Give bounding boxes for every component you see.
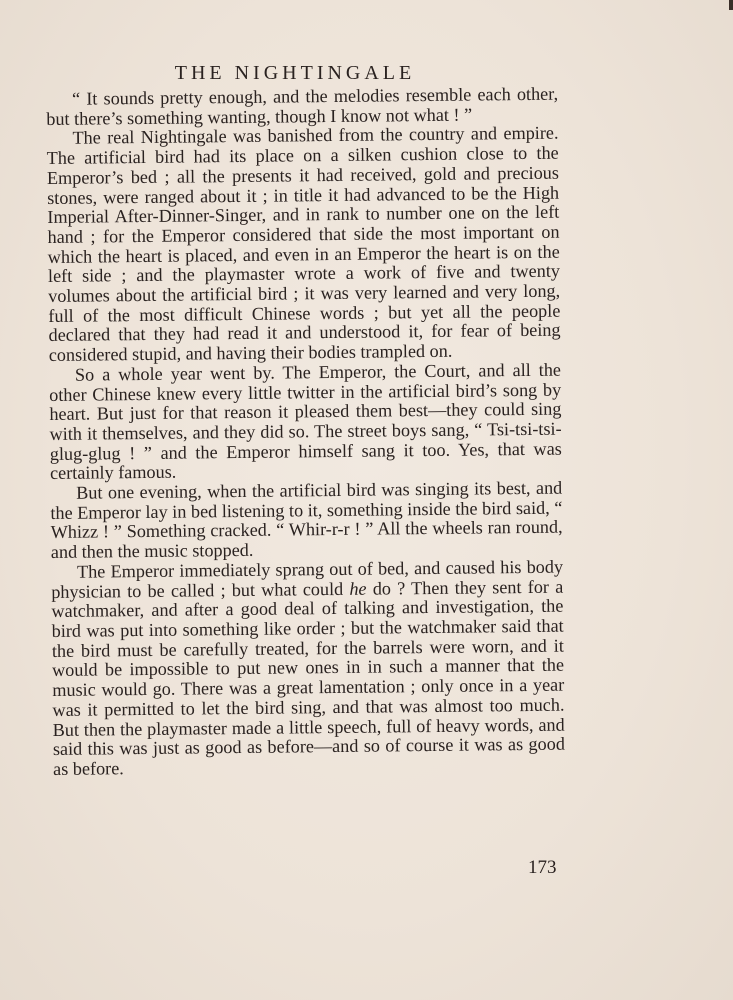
body-text — [46, 85, 565, 780]
paragraph-1: “ It sounds pretty enough, and the melodies resemble each other, but there’s something wanting, though I know not what ! ” — [46, 83, 559, 129]
paragraph-5-italic-word: he — [349, 578, 367, 599]
paragraph-3: So a whole year went by. The Emperor, the Court, and all the other Chinese knew every little twitter in the artificial bird’s song by heart. But just for that reason it pleased them best—they could sing with it themselves, and they did so. The street boys sang, “ Tsi-tsi-tsi-glug-glug ! ” and the Emperor himself sang it too. Yes, that was certainly famous. — [49, 359, 562, 484]
paragraph-5 — [51, 557, 565, 779]
paragraph-2: The real Nightingale was banished from the country and empire. The artificial bird had its place on a silken cushion close to the Emperor’s bed ; all the presents it had received, gold and precious stones, were ranged about it ; in title it had advanced to be the High Imperial After-Dinner-Singer, and in rank to number one on the left hand ; for the Emperor considered that side the most important on which the heart is placed, and even in an Emperor the heart is on the left side ; and the playmaster wrote a work of five and twenty volumes about the artificial bird ; it was very learned and very long, full of the most difficult Chinese words ; but yet all the people declared that they had read it and understood it, for fear of being considered stupid, and having their bodies trampled on. — [46, 123, 561, 366]
paragraph-4: But one evening, when the artificial bird was singing its best, and the Emperor lay in bed listening to it, something inside the bird said, “ Whizz ! ” Something cracked. “ Whir-r-r ! ” All the wheels ran round, and then the music stopped. — [50, 477, 563, 563]
paragraph-5-part-2: do ? Then they sent for a watchmaker, and after a good deal of talking and investigation, the bird was put into something like order ; but the watchmaker said that the bird must be carefully treated, for the barrels were worn, and it would be impossible to put new ones in in such a manner that the music would go. There was a great lamentation ; only once in a year was it permitted to let the bird sing, and that was almost too much. But then the playmaster made a little speech, full of heavy words, and said this was just as good as before—and so of course it was as good as before. — [51, 576, 565, 779]
running-head: THE NIGHTINGALE — [174, 62, 416, 84]
page-edge-mark — [729, 0, 733, 10]
page-number: 173 — [528, 857, 557, 878]
paragraph-5-part-1: The Emperor immediately sprang out of bed, and caused his body physician to be called ; but what could — [51, 556, 564, 602]
